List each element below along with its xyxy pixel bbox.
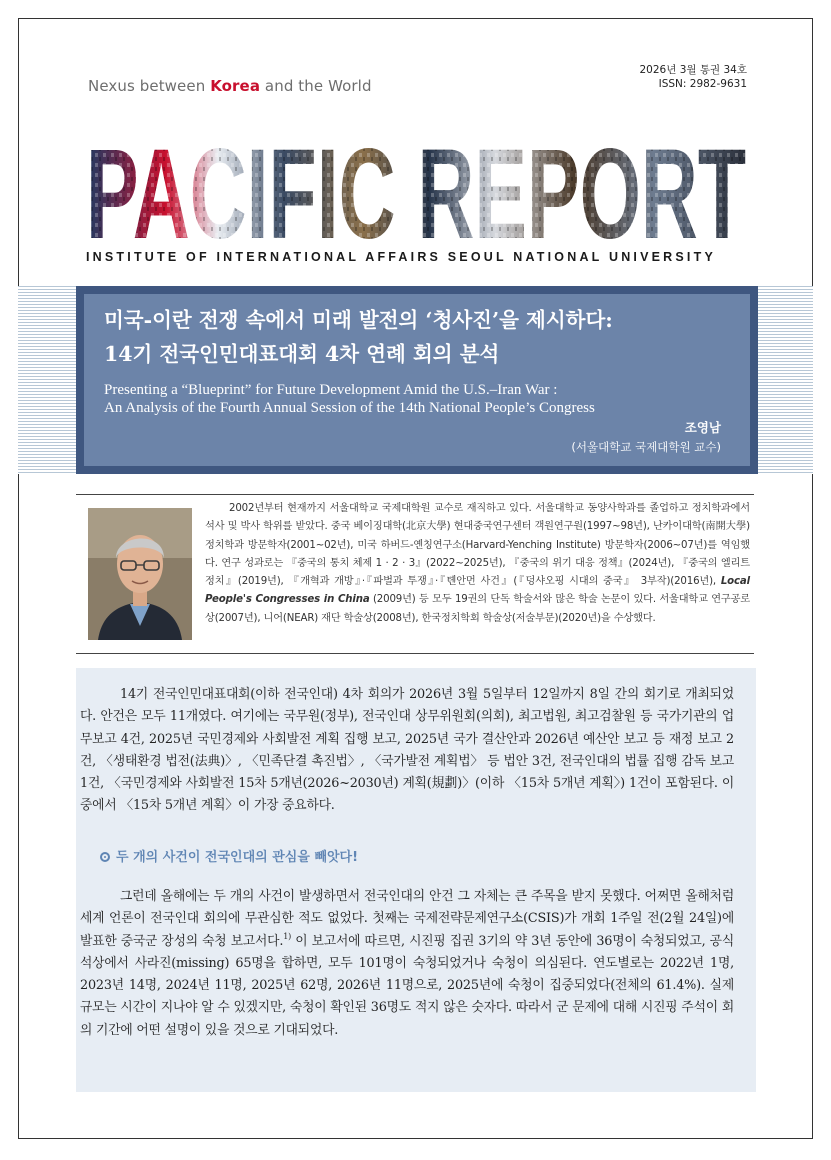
tagline-pre: Nexus between: [88, 77, 211, 95]
masthead-logo: [86, 142, 746, 242]
english-title-line2: An Analysis of the Fourth Annual Session of the 14th National People’s Congress: [104, 400, 595, 416]
tagline: [88, 77, 372, 95]
bio-rule-bottom: [76, 653, 754, 654]
tagline-accent: Korea: [210, 77, 261, 95]
author-photo: [88, 508, 192, 640]
author-bio: [205, 500, 750, 628]
footnote-marker[interactable]: 1): [283, 931, 292, 941]
bio-text-b: (2009년) 등 모두 19권의 단독 학술서와 많은 학술 논문이 있다. 서울대학교 연구공로상(2007년), 니어(NEAR) 재단 학술상(2008년), 한국정치학회 학술상(저술부문)(2020년)을 수상했다.: [205, 594, 750, 624]
paragraph-2-b: 이 보고서에 따르면, 시진핑 집권 3기의 약 3년 동안에 36명이 숙청되었고, 공식 석상에서 사라진(missing) 65명을 합하면, 모두 101명이 숙청되었거나 숙청이 의심된다. 연도별로는 2022년 1명, 2023년 14명, 2024년 11명, 2025년 62명, 2026년 11명으로, 2025년에 숙청이 집중되었다(전체의 61.4%). 실제 규모는 시간이 지나야 알 수 있겠지만, 숙청이 확인된 36명도 적지 않은 숫자다. 따라서 군 문제에 대해 시진핑 주석이 회의 기간에 어떤 설명이 있을 것으로 기대되었다.: [80, 933, 734, 1038]
circle-bullet-icon: [100, 852, 110, 862]
bio-text-a: 2002년부터 현재까지 서울대학교 국제대학원 교수로 재직하고 있다. 서울대학교 동양사학과를 졸업하고 정치학과에서 석사 및 박사 학위를 받았다. 중국 베이징대학(北京大學) 현대중국연구센터 객원연구원(1997~98년), 난카이대학(南開大學) 정치학과 방문학자(2001~02년), 미국 하버드-옌칭연구소(Harvard-Yenching Institute) 방문학자(2006~07년)를 역임했다. 연구 성과로는 『중국의 통치 체제 1 · 2 · 3』(2022~2025년), 『중국의 위기 대응 정책』(2024년), 『중국의 엘리트 정치』(2019년), 『개혁과 개방』·『파벌과 투쟁』·『톈안먼 사건』(『덩샤오핑 시대의 중국』 3부작)(2016년),: [205, 503, 750, 588]
english-title: [104, 381, 744, 417]
korean-title-line1: 미국-이란 전쟁 속에서 미래 발전의 ‘청사진’을 제시하다:: [104, 308, 613, 332]
author-affiliation: (서울대학교 국제대학원 교수): [571, 440, 721, 454]
issue-info: [640, 63, 748, 91]
korean-title: [104, 303, 744, 371]
section-subhead: [100, 846, 358, 865]
issue-line: 2026년 3월 통권 34호: [639, 64, 747, 76]
author-name: 조영남: [684, 420, 721, 435]
tagline-post: and the World: [260, 77, 372, 95]
institute-name: INSTITUTE OF INTERNATIONAL AFFAIRS SEOUL NATIONAL UNIVERSITY: [86, 250, 716, 264]
masthead-text: PACIFIC REPORT: [86, 142, 746, 242]
bio-book-title: Local People's Congresses in China: [205, 576, 750, 606]
subhead-text: 두 개의 사건이 전국인대의 관심을 빼앗다!: [116, 850, 359, 865]
paragraph-1: 14기 전국인민대표대회(이하 전국인대) 4차 회의가 2026년 3월 5일부터 12일까지 8일 간의 회기로 개최되었다. 안건은 모두 11개였다. 여기에는 국무원(정부), 전국인대 상무위원회(의회), 최고법원, 최고검찰원 등 국가기관의 업무보고 4건, 2025년 국민경제와 사회발전 계획 집행 보고, 2025년 국가 결산안과 2026년 예산안 보고 등 재정 보고 2건, 〈생태환경 법전(法典)〉, 〈민족단결 촉진법〉, 〈국가발전 계획법〉 등 법안 3건, 전국인대의 법률 집행 감독 보고 1건, 〈국민경제와 사회발전 15차 5개년(2026~2030년) 계획(規劃)〉(이하 〈15차 5개년 계획〉) 1건이 포함된다. 이 중에서 〈15차 5개년 계획〉이 가장 중요하다.: [80, 687, 734, 814]
bio-rule-top: [76, 494, 754, 495]
paragraph-2: [80, 886, 734, 1042]
paragraph-2-a: 그런데 올해에는 두 개의 사건이 발생하면서 전국인대의 안건 그 자체는 큰 주목을 받지 못했다. 어쩌면 올해처럼 세계 언론이 전국인대 회의에 무관심한 적도 없었다. 첫째는 국제전략문제연구소(CSIS)가 개회 1주일 전(2월 24일)에 발표한 중국군 장성의 숙청 보고서다.: [80, 889, 734, 949]
english-title-line1: Presenting a “Blueprint” for Future Development Amid the U.S.–Iran War :: [104, 382, 558, 398]
korean-title-line2: 14기 전국인민대표대회 4차 연례 회의 분석: [104, 342, 500, 366]
issn: ISSN: 2982-9631: [658, 78, 747, 90]
masthead-text-texture: PACIFIC REPORT: [86, 142, 746, 242]
